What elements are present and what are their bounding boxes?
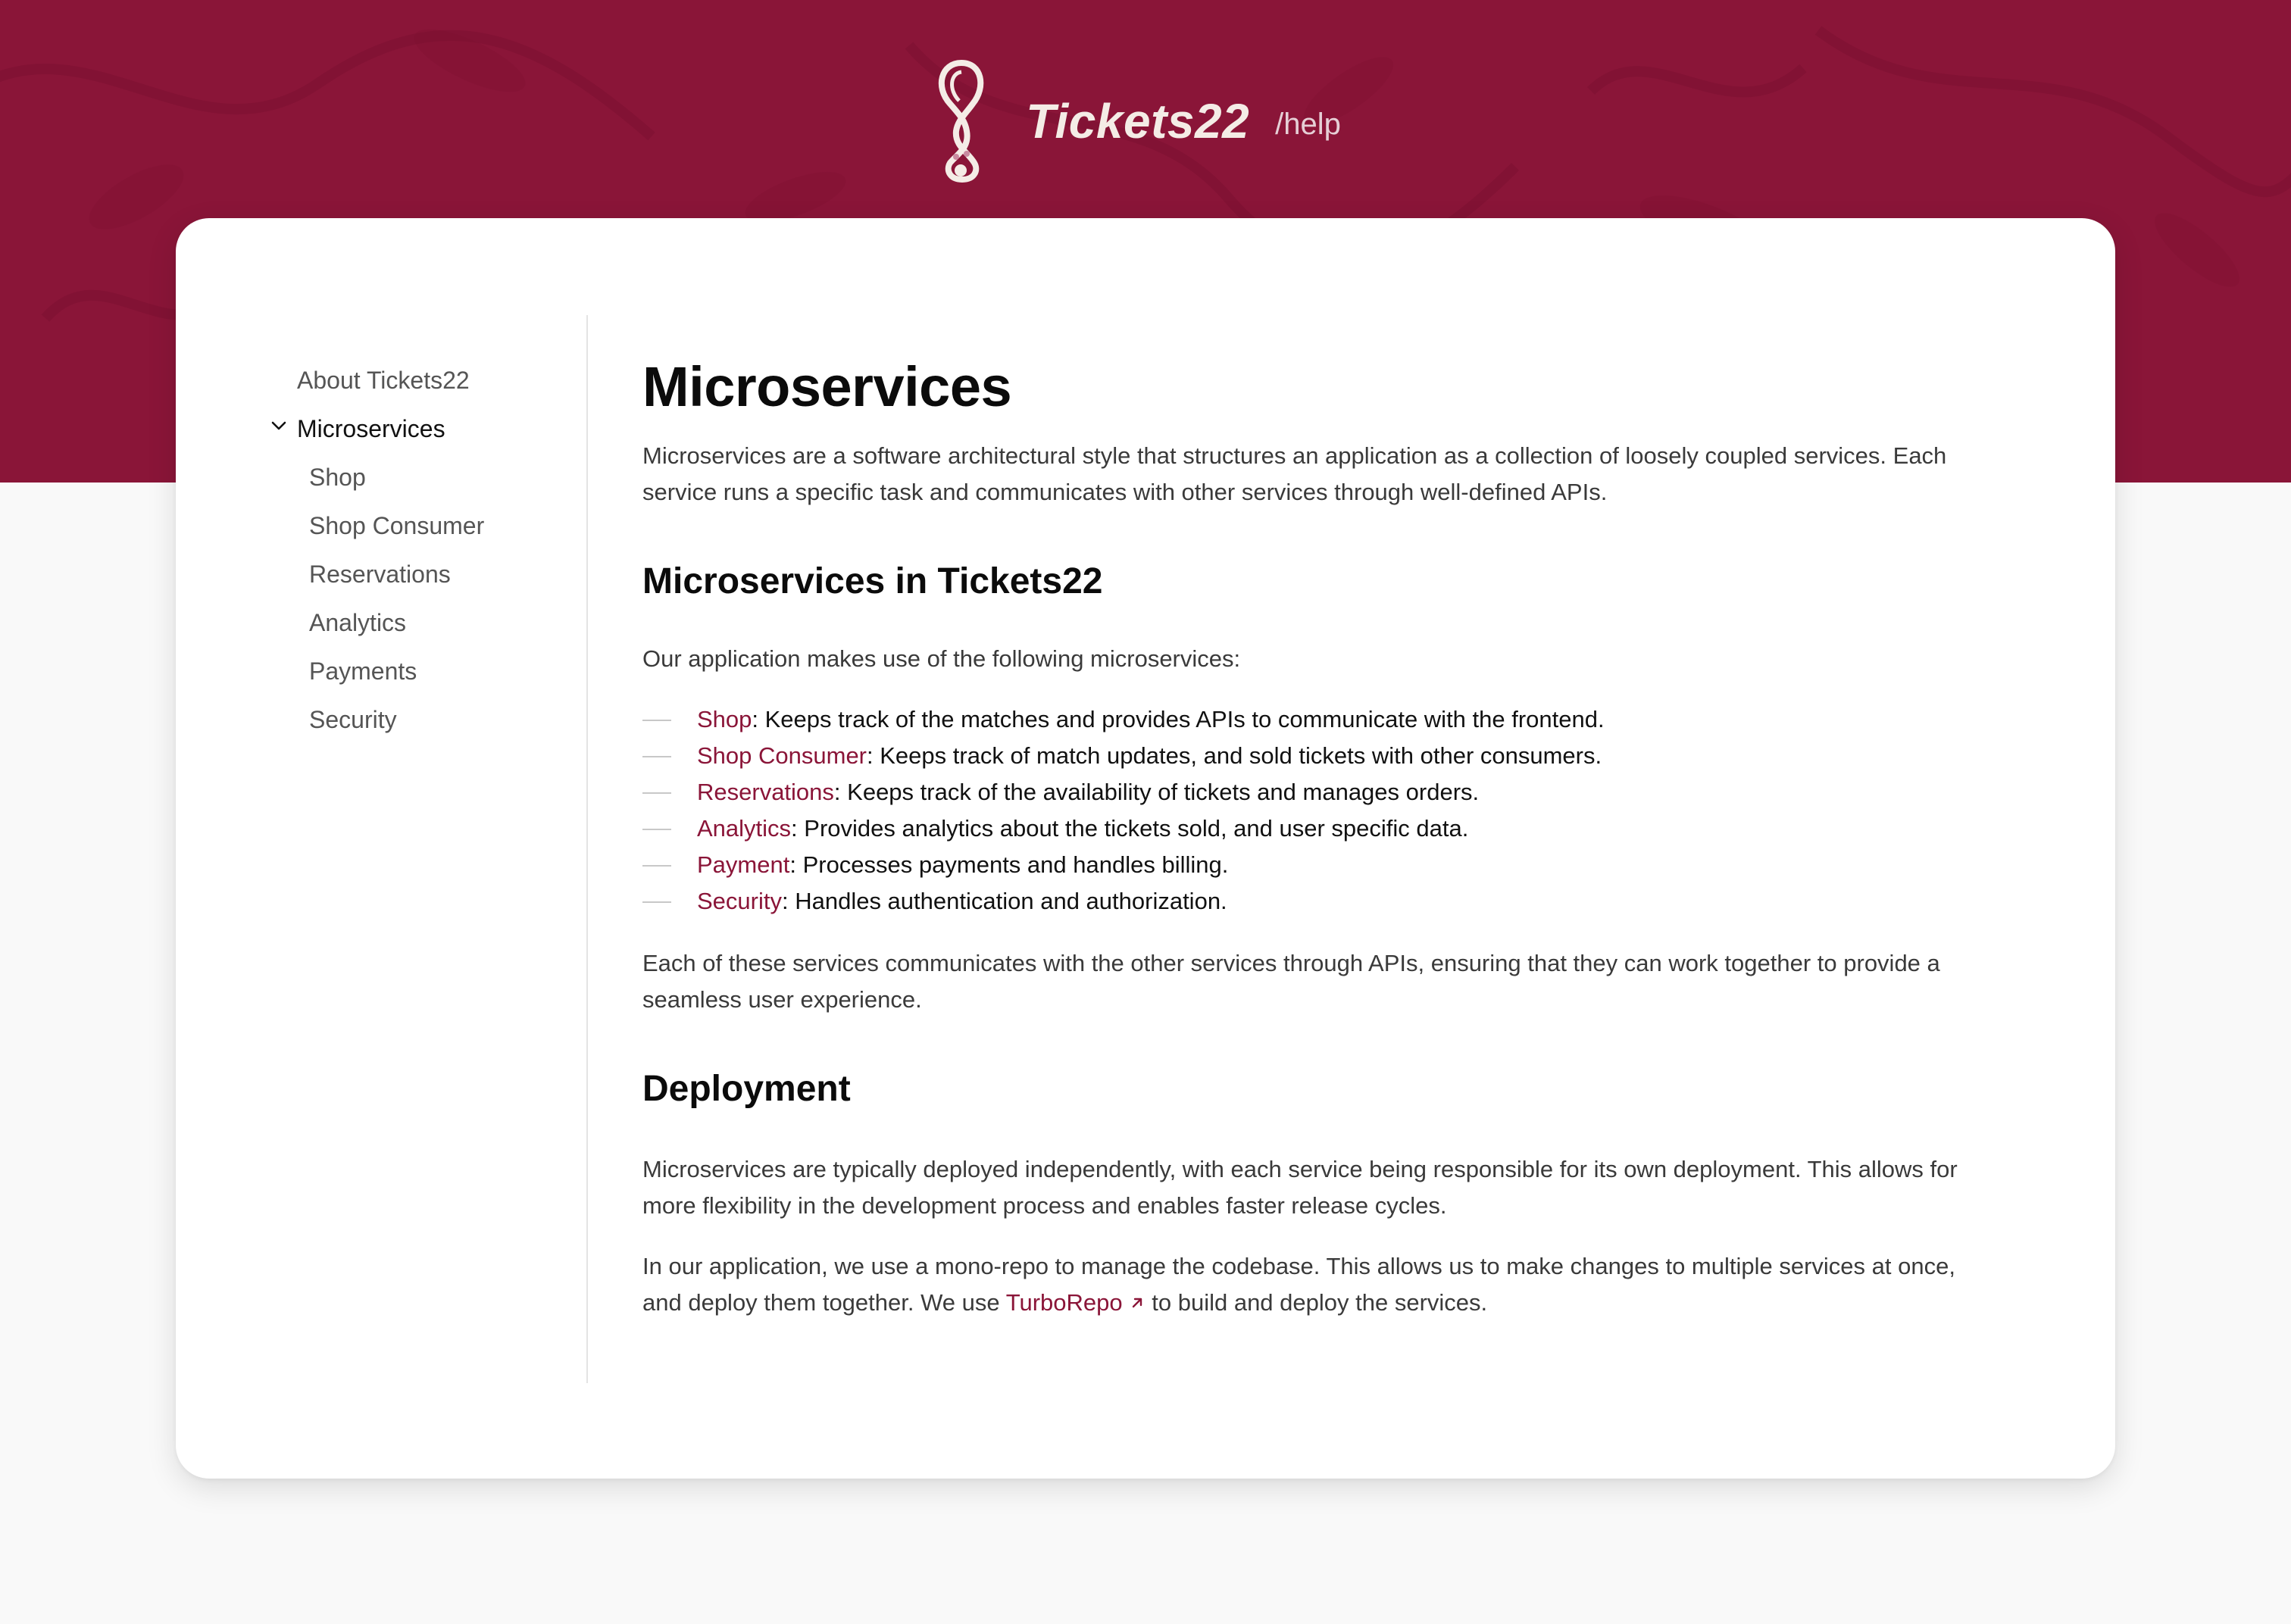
service-description: : Keeps track of the availability of tickets and manages orders. (833, 779, 1480, 805)
sidebar-item-analytics[interactable] (309, 609, 406, 637)
list-dash (642, 865, 671, 867)
service-description: : Keeps track of match updates, and sold tickets with other consumers. (867, 742, 1602, 769)
services-lead: Our application makes use of the following microservices: (642, 645, 1241, 672)
service-description: : Provides analytics about the tickets sold, and user specific data. (791, 815, 1469, 842)
external-link-icon (1129, 1295, 1146, 1311)
link-analytics[interactable]: Analytics (697, 815, 792, 842)
deployment-text-after: to build and deploy the services. (1145, 1289, 1488, 1316)
sidebar-item-label: Payments (309, 657, 417, 685)
list-dash (642, 756, 671, 757)
service-description: : Keeps track of the matches and provides APIs to communicate with the frontend. (752, 706, 1605, 732)
sidebar-item-shop-consumer[interactable] (309, 512, 484, 540)
sidebar-item-label: Security (309, 706, 397, 733)
turborepo-link-label: TurboRepo (1005, 1289, 1123, 1316)
link-shop-consumer[interactable]: Shop Consumer (697, 742, 867, 769)
turborepo-link[interactable] (1006, 1289, 1146, 1316)
list-dash (642, 901, 671, 903)
sidebar-item-label: About Tickets22 (297, 367, 470, 394)
list-dash (642, 829, 671, 830)
sidebar-item-label: Analytics (309, 609, 407, 636)
sidebar-item-reservations[interactable] (309, 561, 451, 589)
services-outro: Each of these services communicates with the other services through APIs, ensuring that they can work together to provide a seamless user experience. (642, 950, 1940, 1013)
link-reservations[interactable]: Reservations (697, 779, 834, 805)
brand-name[interactable]: Tickets22 (1026, 94, 1250, 148)
deployment-paragraph-1: Microservices are typically deployed independently, with each service being responsible for its own deployment. This allows for more flexibility in the development process and enables faster release cycles. (642, 1156, 1958, 1219)
sidebar-item-label: Reservations (309, 561, 451, 588)
link-payment[interactable]: Payment (697, 851, 790, 878)
link-security[interactable]: Security (697, 888, 782, 914)
list-dash (642, 792, 671, 794)
link-shop[interactable]: Shop (697, 706, 752, 732)
sidebar-item-label: Shop (309, 464, 366, 491)
sidebar-item-label: Shop Consumer (309, 512, 485, 539)
sidebar-item-payments[interactable] (309, 657, 417, 686)
section-heading-microservices: Microservices in Tickets22 (642, 561, 1103, 601)
site-header (0, 53, 2291, 189)
deployment-text-before: In our application, we use a mono-repo to manage the codebase. This allows us to make changes to multiple services at once, and deploy them together. We use (642, 1253, 1955, 1316)
intro-paragraph: Microservices are a software architectural style that structures an application as a collection of loosely coupled services. Each service runs a specific task and communicates with other services through well-defined APIs. (642, 442, 1947, 505)
sidebar-item-label: Microservices (297, 415, 445, 442)
sidebar-item-microservices[interactable] (297, 415, 445, 443)
sidebar-item-about-tickets22[interactable] (297, 367, 470, 395)
service-description: : Processes payments and handles billing. (789, 851, 1229, 878)
page-title: Microservices (642, 355, 1012, 418)
service-description: : Handles authentication and authorization. (781, 888, 1227, 914)
chevron-down-icon[interactable] (270, 417, 288, 435)
sidebar-item-shop[interactable] (309, 464, 366, 492)
tournament-logo-icon (927, 57, 995, 186)
section-heading-deployment: Deployment (642, 1069, 851, 1109)
sidebar-divider (586, 315, 588, 1383)
section-label: /help (1275, 107, 1341, 141)
list-dash (642, 720, 671, 721)
deployment-paragraph-2 (642, 1248, 1991, 1321)
sidebar-item-security[interactable] (309, 706, 397, 734)
content-card (176, 218, 2115, 1479)
